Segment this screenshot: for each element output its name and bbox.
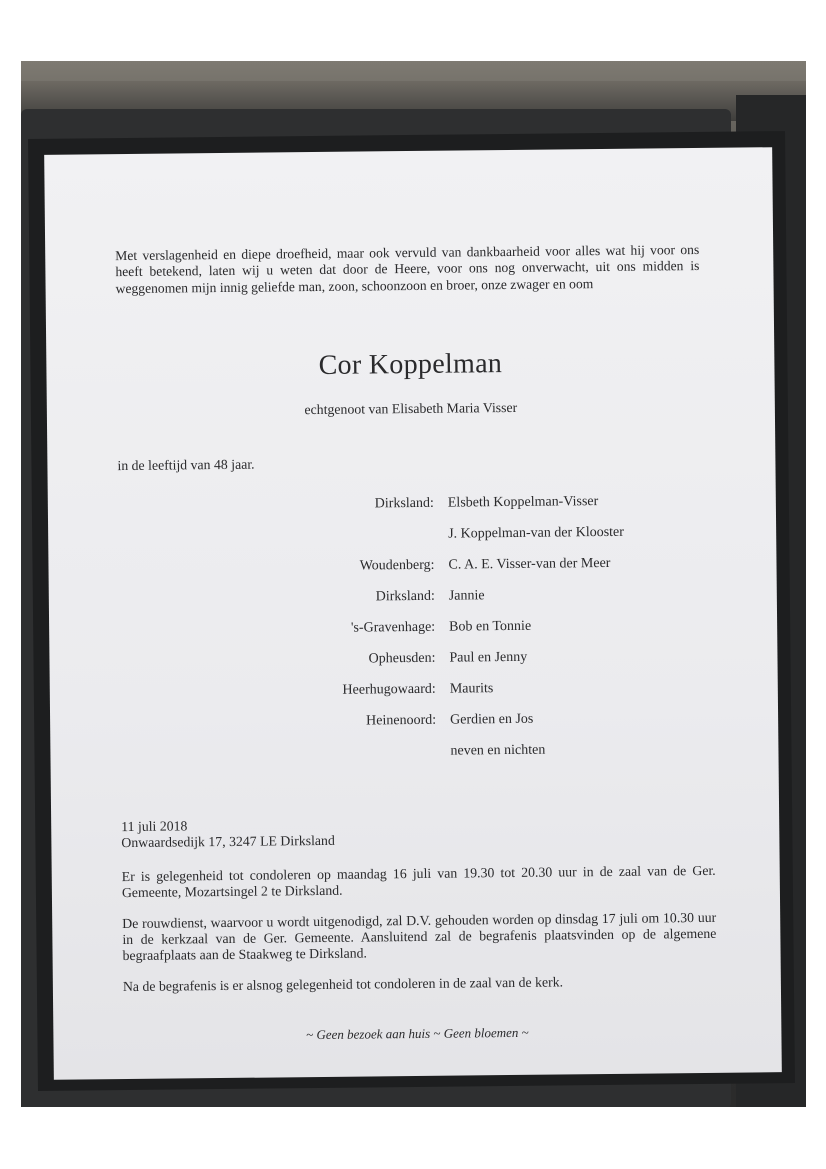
mourner-place: Woudenberg: <box>359 557 435 574</box>
mourner-place: 's-Gravenhage: <box>350 619 436 636</box>
mourning-card <box>44 147 782 1080</box>
mourners-list <box>48 492 779 779</box>
mourner-names: C. A. E. Visser-van der Meer <box>448 555 611 573</box>
mourner-names: Gerdien en Jos <box>450 711 534 728</box>
deceased-name: Cor Koppelman <box>318 348 503 381</box>
address: Onwaardsedijk 17, 3247 LE Dirksland <box>121 832 335 851</box>
mourner-names: neven en nichten <box>450 742 546 759</box>
details-section <box>121 813 717 1010</box>
mourner-names: Jannie <box>448 588 485 604</box>
mourner-row <box>50 740 778 779</box>
mourner-names: Paul en Jenny <box>449 649 528 666</box>
service-text: De rouwdienst, waarvoor u wordt uitgenodigd, zal D.V. gehouden worden op dinsdag 17 juli om 10.30 uur in de kerkzaal van de Ger. Gemeente. Aansluitend zal de begrafenis plaatsvinden op de algemene begraafplaats aan de Staakweg te Dirksland. <box>122 909 717 964</box>
mourner-place: Opheusden: <box>368 650 436 667</box>
after-funeral-text: Na de begrafenis is er alsnog gelegenheid tot condoleren in de zaal van de kerk. <box>122 974 564 995</box>
condolence-text: Er is gelegenheid tot condoleren op maandag 16 juli van 19.30 tot 20.30 uur in de zaal van de Ger. Gemeente, Mozartsingel 2 te Dirksland. <box>121 862 716 901</box>
date-address-block <box>121 813 715 851</box>
mourner-place: Heerhugowaard: <box>342 681 436 698</box>
age-line: in de leeftijd van 48 jaar. <box>117 456 255 474</box>
intro-text: Met verslagenheid en diepe droefheid, maar ook vervuld van dankbaarheid voor alles wat hij voor ons heeft betekend, laten wij u weten dat door de Heere, voor ons nog onverwacht, uit ons midden is weggenomen mijn innig geliefde man, zoon, schoonzoon en broer, onze zwager en oom <box>115 241 700 296</box>
mourner-names: Elsbeth Koppelman-Visser <box>447 494 599 511</box>
footer-note: ~ Geen bezoek aan huis ~ Geen bloemen ~ <box>306 1024 529 1043</box>
mourner-place: Dirksland: <box>375 588 435 605</box>
date: 11 juli 2018 <box>121 818 188 835</box>
mourner-names: J. Koppelman-van der Klooster <box>448 524 624 542</box>
spouse-line: echtgenoot van Elisabeth Maria Visser <box>304 399 518 418</box>
mourner-names: Bob en Tonnie <box>449 618 532 635</box>
mourner-place: Heinenoord: <box>366 712 437 729</box>
mourner-place: Dirksland: <box>374 495 434 512</box>
mourner-names: Maurits <box>449 681 494 697</box>
photo-background <box>21 61 806 1107</box>
